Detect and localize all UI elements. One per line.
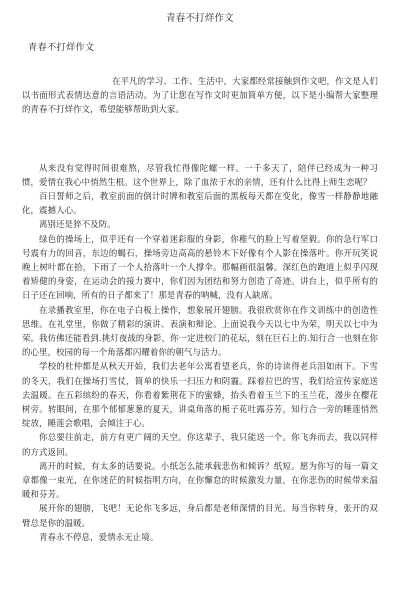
body-paragraph: 离开的时候，有太多的话要说。小纸怎么能承载悲伤和倾诉？纸短。愿为你写的每一篇文章都像一束光，在你迷茫的时候指明方向，在你懈怠的时候激发力量，在你悲伤的时候带来温暖和芬芳。 [22, 460, 378, 500]
body-paragraph: 百日誓师之后，教室前面的倒计时牌和教室后面的黑板每天都在变化，像雪一样静静地融化，震撼人心。 [22, 191, 378, 216]
body-paragraph: 青春永不停息，爱情永无止境。 [39, 531, 159, 542]
intro-paragraph: 在平凡的学习、工作、生活中，大家都经常接触到作文吧，作文是人们以书面形式表情达意的言语活动。为了让您在写作文时更加简单方便，以下是小编帮大家整理的青春不打烊作文，希望能够帮助到大家。 [22, 76, 378, 115]
body-paragraph: 离别还是猝不及防。 [39, 219, 116, 230]
body-paragraph: 展开你的翅膀，飞吧！无论你飞多远，身后都是老师深情的目光。每当你转身，张开的双臂总是你的温暖。 [22, 503, 378, 528]
body-paragraph: 在录播教室里，你在电子白板上操作，想象展开翅膀。我很欣赏你在作文训练中的创造性思维。在礼堂里，你做了精彩的演讲、表演和辩论。上面说我今天以七中为荣，明天以七中为荣。我仿佛还能看到.挑灯夜战的身影，你一定进校门的花坛，刻在巨石上的.知行合一也刻在你的心里，校园的每一个角落都闪耀着你的朝气与活力。 [22, 304, 378, 358]
document-header: 青春不打烊作文 [166, 13, 234, 24]
body-paragraph: 从来没有觉得时间很难熬，尽管我忙得像陀螺一样。一千多天了，陪伴已经成为一种习惯，爱情在我心中悄然生根。这个世界上，除了血浓于水的亲情，还有什么比得上师生恋呢？ [22, 162, 378, 187]
body-paragraph: 绿色的操场上，似乎还有一个穿着迷彩服的身影，你稚气的脸上写着坚毅。你的急行军口号震有力的回音，东边的蝎石，操场旁边高高的悬铃木下好像有个人影在操落叶。你开玩笑说晚上树叶都在拾，下雨了一个人拾落叶一个人撑伞。那幅画很温馨。深红色的跑道上似乎闪现着矫健的身姿，在运动会的接力赛中，你们因为团结和努力创造了奇迹。讲台上，似乎所有的日子还在回响，所有的日子都来了！那是青春的呐喊，没有人缺席。 [22, 233, 378, 301]
body-paragraph: 你总要往前走，前方有更广阔的天空。你这辈子，我只能送一个。你飞奔而去，我以同样的方式返回。 [22, 432, 378, 457]
body-paragraph: 学校的杜仲都是从秋天开始，我们去老年公寓看望老兵，你的诗读得老兵泪如雨下。下雪的冬天，我们在操场打雪仗，简单的快乐一扫压力和阴霾。踩着拉巴的雪，我们给宣传家庭送去温暖。在五彩缤纷的春天，你看着紫荆花下的蜜蜂，抬头看着玉兰下的玉兰花，漫步在樱花树旁。转眼间，在那个郁郁葱葱的夏天，讲桌角落的栀子花吐露芬芳，知行合一旁的睡莲悄然绽放，睡莲会歌唱，会倾注于心。 [22, 361, 378, 429]
article-title: 青春不打烊作文 [28, 42, 95, 53]
